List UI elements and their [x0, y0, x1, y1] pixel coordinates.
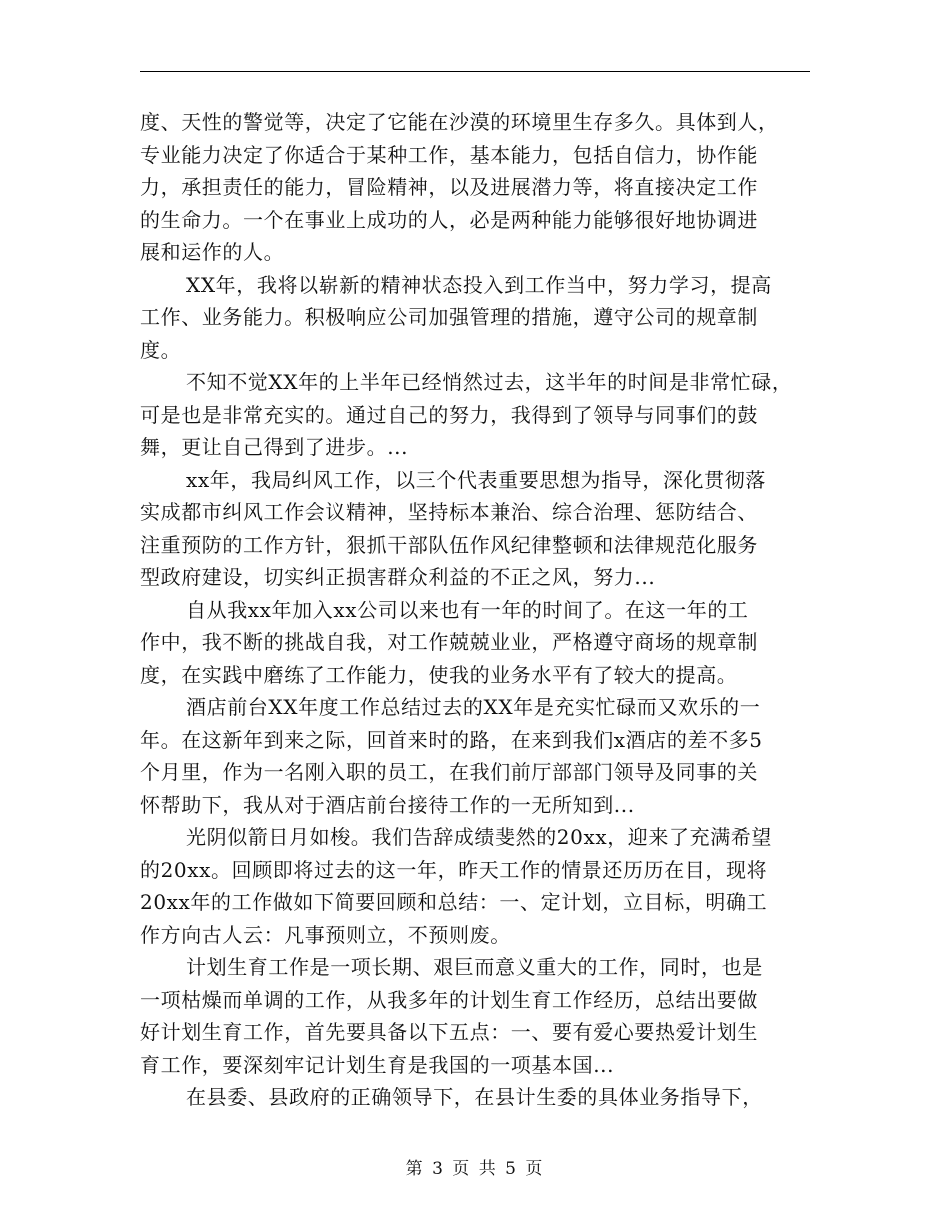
text-line: XX年，我将以崭新的精神状态投入到工作当中，努力学习，提高 [186, 272, 772, 297]
text-line: 好计划生育工作，首先要具备以下五点：一、要有爱心要热爱计划生 [140, 1020, 758, 1044]
text-line: xx年，我局纠风工作，以三个代表重要思想为指导，深化贯彻落 [186, 467, 766, 492]
page-footer: 第 3 页 共 5 页 [405, 1159, 545, 1179]
text-line: 酒店前台XX年度工作总结过去的XX年是充实忙碌而又欢乐的一 [186, 695, 761, 719]
text-line: 怀帮助下，我从对于酒店前台接待工作的一无所知到... [140, 792, 635, 817]
document-body [140, 106, 820, 1114]
text-line: 可是也是非常充实的。通过自己的努力，我得到了领导与同事们的鼓 [140, 402, 758, 427]
text-line: 计划生育工作是一项长期、艰巨而意义重大的工作，同时，也是 [186, 955, 763, 979]
text-line: 力，承担责任的能力，冒险精神，以及进展潜力等，将直接决定工作 [140, 175, 758, 199]
text-line: 展和运作的人。 [140, 240, 285, 264]
text-line: 实成都市纠风工作会议精神，坚持标本兼治、综合治理、惩防结合、 [140, 500, 758, 524]
text-line: 作中，我不断的挑战自我，对工作兢兢业业，严格遵守商场的规章制 [140, 630, 758, 654]
text-line: 注重预防的工作方针，狠抓干部队伍作风纪律整顿和法律规范化服务 [140, 532, 758, 557]
text-line: 自从我xx年加入xx公司以来也有一年的时间了。在这一年的工 [186, 597, 749, 622]
text-line: 20xx年的工作做如下简要回顾和总结：一、定计划，立目标，明确工 [140, 890, 768, 914]
text-line: 光阴似箭日月如梭。我们告辞成绩斐然的20xx，迎来了充满希望 [186, 825, 773, 849]
text-line: 度、天性的警觉等，决定了它能在沙漠的环境里生存多久。具体到人， [140, 110, 779, 134]
text-line: 舞，更让自己得到了进步。... [140, 435, 409, 459]
text-line: 的生命力。一个在事业上成功的人，必是两种能力能够很好地协调进 [140, 207, 758, 232]
text-line: 的20xx。回顾即将过去的这一年，昨天工作的情景还历历在目，现将 [140, 857, 768, 882]
text-line: 在县委、县政府的正确领导下，在县计生委的具体业务指导下， [186, 1085, 763, 1109]
text-line: 工作、业务能力。积极响应公司加强管理的措施，遵守公司的规章制 [140, 305, 758, 329]
text-line: 不知不觉XX年的上半年已经悄然过去，这半年的时间是非常忙碌， [186, 370, 793, 394]
text-line: 专业能力决定了你适合于某种工作，基本能力，包括自信力，协作能 [140, 142, 758, 167]
text-line: 型政府建设，切实纠正损害群众利益的不正之风，努力... [140, 565, 656, 589]
text-line: 年。在这新年到来之际，回首来时的路，在来到我们x酒店的差不多5 [140, 727, 763, 752]
text-line: 度。 [140, 337, 182, 362]
text-line: 一项枯燥而单调的工作，从我多年的计划生育工作经历，总结出要做 [140, 987, 758, 1012]
text-line: 个月里，作为一名刚入职的员工，在我们前厅部部门领导及同事的关 [140, 760, 758, 784]
text-line: 作方向古人云：凡事预则立，不预则废。 [140, 922, 511, 947]
text-line: 度，在实践中磨练了工作能力，使我的业务水平有了较大的提高。 [140, 662, 738, 687]
header-rule [140, 71, 810, 72]
text-line: 育工作，要深刻牢记计划生育是我国的一项基本国... [140, 1052, 615, 1077]
